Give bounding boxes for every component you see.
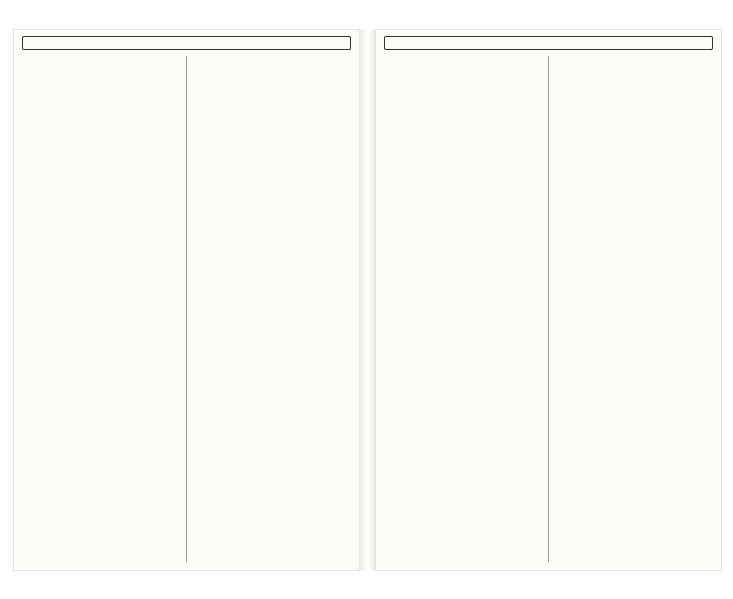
left-page — [14, 30, 359, 570]
left-page-column-left — [22, 56, 178, 562]
right-page-column-right — [557, 56, 713, 562]
left-page-header — [22, 36, 351, 50]
right-page-header — [384, 36, 713, 50]
column-divider — [548, 56, 549, 562]
left-page-columns — [22, 56, 351, 562]
book-gutter — [359, 30, 376, 570]
column-divider — [186, 56, 187, 562]
left-page-column-right — [195, 56, 351, 562]
right-page — [376, 30, 721, 570]
right-page-column-left — [384, 56, 540, 562]
right-page-columns — [384, 56, 713, 562]
